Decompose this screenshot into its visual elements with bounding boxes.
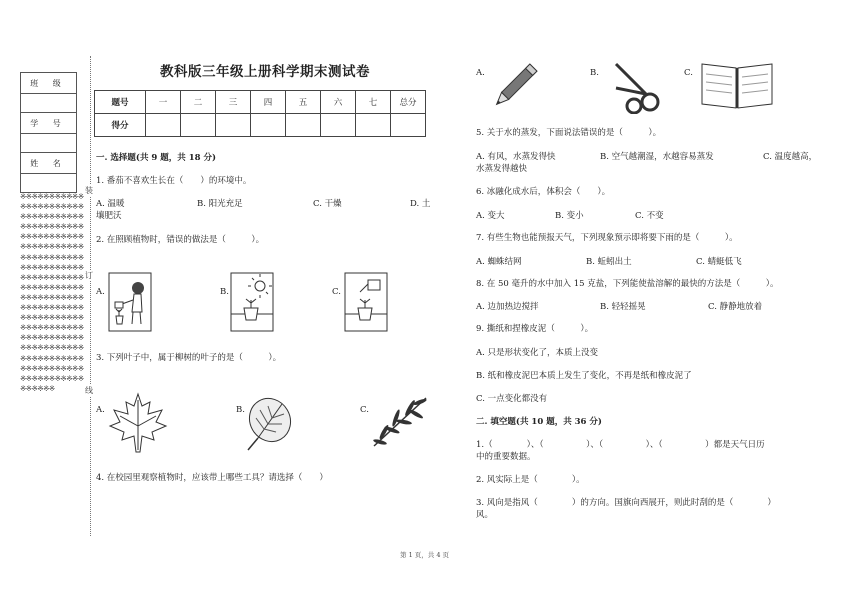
- willow-leaves-image: [370, 392, 430, 450]
- student-id-label: 学 号: [21, 113, 77, 134]
- q9-option-b[interactable]: B. 纸和橡皮泥巴本质上发生了变化，不再是纸和橡皮泥了: [476, 371, 692, 381]
- q3-option-b[interactable]: B.: [236, 405, 245, 415]
- score-col-2: 二: [181, 91, 216, 114]
- q8-option-a[interactable]: A. 边加热边搅拌: [476, 302, 539, 312]
- q2-option-b[interactable]: B.: [220, 287, 229, 297]
- maple-leaf-image: [108, 392, 168, 454]
- seal-char-2: 订: [85, 271, 93, 280]
- scissors-image: [610, 58, 664, 114]
- class-field[interactable]: [21, 94, 77, 113]
- fill3-text-cont: 风。: [476, 510, 494, 520]
- seal-char-3: 线: [85, 386, 93, 395]
- q9-option-a[interactable]: A. 只是形状变化了，本质上没变: [476, 348, 599, 358]
- q1-option-d[interactable]: D. 土: [410, 199, 431, 209]
- score-cell[interactable]: [286, 114, 321, 137]
- score-cell[interactable]: [391, 114, 426, 137]
- q9-option-c[interactable]: C. 一点变化都没有: [476, 394, 548, 404]
- binding-line: [90, 56, 91, 536]
- q7-option-a[interactable]: A. 蜘蛛结网: [476, 257, 522, 267]
- q6-text: 6. 冰融化成水后，体积会（ ）。: [476, 187, 611, 197]
- student-info-table: [20, 72, 77, 193]
- section1-heading: 一. 选择题(共 9 题，共 18 分): [96, 153, 217, 163]
- score-cell[interactable]: [321, 114, 356, 137]
- score-cell[interactable]: [181, 114, 216, 137]
- page-footer: 第 1 页，共 4 页: [400, 551, 450, 559]
- q1-option-d-cont: 壤肥沃: [96, 211, 122, 221]
- q4-option-c[interactable]: C.: [684, 68, 693, 78]
- q5-option-b[interactable]: B. 空气越潮湿，水越容易蒸发: [600, 152, 714, 162]
- q7-option-b[interactable]: B. 蚯蚓出土: [586, 257, 632, 267]
- score-col-total: 总分: [391, 91, 426, 114]
- score-table: [94, 90, 426, 137]
- q5-option-c-cont: 水蒸发得越快: [476, 164, 528, 174]
- score-col-4: 四: [251, 91, 286, 114]
- watering-can-plant-image: [344, 272, 388, 332]
- notebook-image: [700, 60, 774, 110]
- score-cell[interactable]: [146, 114, 181, 137]
- q2-option-c[interactable]: C.: [332, 287, 341, 297]
- child-watering-plant-image: [108, 272, 152, 332]
- q4-option-a[interactable]: A.: [476, 68, 485, 78]
- fill3-text: 3. 风向是指风（ ）的方向。国旗向西展开，则此时刮的是（ ）: [476, 498, 776, 508]
- q2-text: 2. 在照顾植物时，错误的做法是（ ）。: [96, 235, 265, 245]
- q9-text: 9. 撕纸和捏橡皮泥（ ）。: [476, 324, 594, 334]
- q3-text: 3. 下列叶子中，属于柳树的叶子的是（ ）。: [96, 353, 282, 363]
- q6-option-c[interactable]: C. 不变: [635, 211, 664, 221]
- plant-in-sunlight-image: [230, 272, 274, 332]
- q5-option-a[interactable]: A. 有风，水蒸发得快: [476, 152, 556, 162]
- pencil-image: [490, 58, 540, 114]
- score-col-1: 一: [146, 91, 181, 114]
- score-row-label: 得分: [95, 114, 146, 137]
- exam-title: 教科版三年级上册科学期末测试卷: [160, 64, 370, 80]
- q6-option-a[interactable]: A. 变大: [476, 211, 505, 221]
- q4-option-b[interactable]: B.: [590, 68, 599, 78]
- section2-heading: 二. 填空题(共 10 题，共 36 分): [476, 417, 602, 427]
- class-label: 班 级: [21, 73, 77, 94]
- score-col-3: 三: [216, 91, 251, 114]
- q7-text: 7. 有些生物也能预报天气，下列现象预示即将要下雨的是（ ）。: [476, 233, 738, 243]
- seal-pattern: ※※※※※※※※※※※※※※※※※※※※※※※※※※※※※※※※※※※※※※※※※※※※※※※※※※※※※※※※※※※※※※※※※※※※※※※※※※※※※※※※※※※※※※※※※※※※※※※※※※※※※※※※※※※※※※※※※※※※※※※※※※※※※※※※※※※※※※※※※※※※※※※※※※※※※※※※※※※※※※※※※※※※※※※※※※※※※※※※※※※※※※※※※※※※※※※※※※※※※※※※※※※※※※※※※※※※※※※: [20, 192, 84, 393]
- q5-text: 5. 关于水的蒸发，下面说法错误的是（ ）。: [476, 128, 662, 138]
- q6-option-b[interactable]: B. 变小: [555, 211, 584, 221]
- q8-text: 8. 在 50 毫升的水中加入 15 克盐，下列能使盐溶解的最快的方法是（ ）。: [476, 279, 779, 289]
- q3-option-c[interactable]: C.: [360, 405, 369, 415]
- q1-option-b[interactable]: B. 阳光充足: [197, 199, 243, 209]
- q8-option-b[interactable]: B. 轻轻摇晃: [600, 302, 646, 312]
- score-header-label: 题号: [95, 91, 146, 114]
- q8-option-c[interactable]: C. 静静地放着: [708, 302, 763, 312]
- q5-option-c[interactable]: C. 温度越高，: [763, 152, 818, 162]
- round-leaf-image: [244, 396, 298, 452]
- name-label: 姓 名: [21, 153, 77, 174]
- fill1-text-cont: 中的重要数据。: [476, 452, 536, 462]
- seal-char-1: 装: [85, 186, 93, 195]
- fill1-text: 1.（ ）、（ ）、（ ）、（ ）都是天气日历: [476, 440, 765, 450]
- score-col-6: 六: [321, 91, 356, 114]
- q7-option-c[interactable]: C. 蜻蜓低飞: [696, 257, 742, 267]
- q1-text: 1. 番茄不喜欢生长在（ ）的环境中。: [96, 176, 252, 186]
- student-id-field[interactable]: [21, 134, 77, 153]
- name-field[interactable]: [21, 174, 77, 193]
- score-col-5: 五: [286, 91, 321, 114]
- score-cell[interactable]: [356, 114, 391, 137]
- score-col-7: 七: [356, 91, 391, 114]
- score-cell[interactable]: [216, 114, 251, 137]
- q1-option-c[interactable]: C. 干燥: [313, 199, 342, 209]
- q1-option-a[interactable]: A. 温暖: [96, 199, 125, 209]
- q4-text: 4. 在校园里观察植物时，应该带上哪些工具？请选择（ ）: [96, 473, 328, 483]
- q3-option-a[interactable]: A.: [96, 405, 105, 415]
- q2-option-a[interactable]: A.: [96, 287, 105, 297]
- score-cell[interactable]: [251, 114, 286, 137]
- fill2-text: 2. 风实际上是（ ）。: [476, 475, 585, 485]
